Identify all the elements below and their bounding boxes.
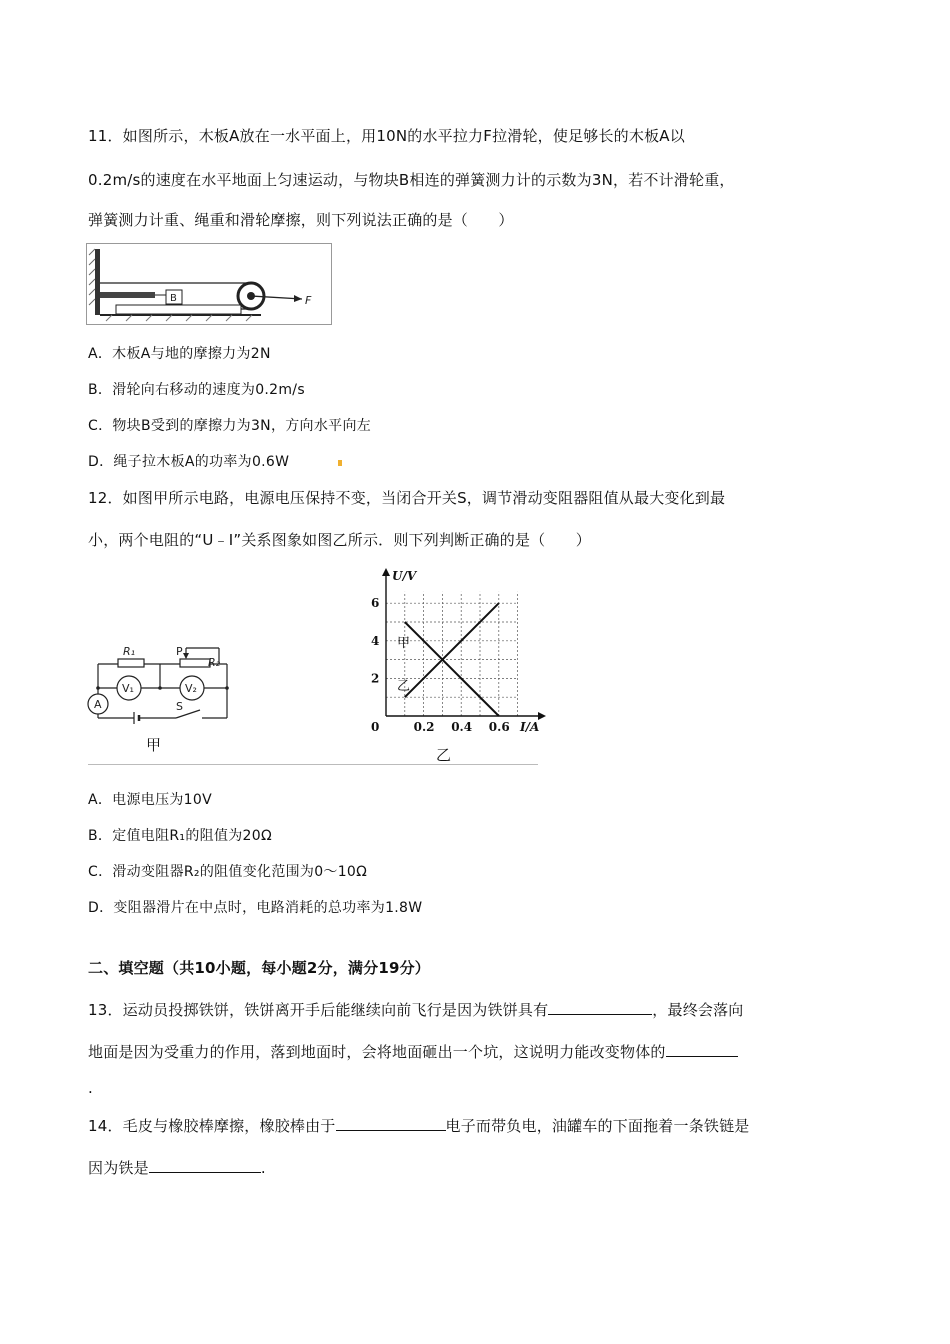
q13-blank-2[interactable] — [666, 1040, 738, 1057]
block-b-label: B — [170, 293, 177, 304]
q11-option-c: C．物块B受到的摩擦力为3N，方向水平向左 — [88, 418, 372, 434]
x-axis-arrow — [538, 712, 546, 720]
force-label: F — [305, 294, 312, 307]
r2-label: R₂ — [208, 656, 221, 669]
x-tick-label: 0.4 — [451, 720, 473, 734]
orange-mark — [338, 460, 342, 466]
q13-line-1 — [88, 998, 744, 1020]
q13-blank-1[interactable] — [548, 998, 652, 1015]
board-a — [116, 305, 241, 314]
q12-option-b: B．定值电阻R₁的阻值为20Ω — [88, 828, 272, 844]
y-axis-label: U/V — [392, 569, 417, 583]
y-tick-label: 6 — [371, 596, 380, 611]
q13-text-a: 13．运动员投掷铁饼，铁饼离开手后能继续向前飞行是因为铁饼具有 — [88, 1001, 549, 1019]
q11-option-b: B．滑轮向右移动的速度为0.2m/s — [88, 382, 305, 398]
x-tick-label: 0.2 — [413, 720, 435, 734]
series-label-jia: 甲 — [397, 635, 411, 651]
junction-1 — [158, 686, 162, 690]
q11-line-1: 11．如图所示，木板A放在一水平面上，用10N的水平拉力F拉滑轮，使足够长的木板A以 — [88, 127, 685, 145]
y-tick-label: 2 — [371, 671, 380, 686]
x-axis-label: I/A — [520, 720, 540, 734]
switch-label: S — [176, 700, 183, 713]
q11-option-a: A．木板A与地的摩擦力为2N — [88, 346, 271, 362]
q12-line-1: 12．如图甲所示电路，电源电压保持不变，当闭合开关S，调节滑动变阻器阻值从最大变化到最 — [88, 489, 726, 507]
junction-2 — [225, 686, 229, 690]
v1-label: V₁ — [122, 682, 134, 695]
q13-line-3: . — [88, 1079, 93, 1097]
junction-3 — [96, 686, 100, 690]
series-line-2 — [405, 622, 499, 716]
y-axis-arrow — [382, 568, 390, 576]
r1-label: R₁ — [123, 645, 136, 658]
q13-text-b: ，最终会落向 — [652, 1001, 744, 1019]
ammeter-label: A — [94, 698, 102, 711]
q14-blank-2[interactable] — [149, 1156, 261, 1173]
q14-text-d: . — [260, 1159, 266, 1177]
q11-line-2: 0.2m/s的速度在水平地面上匀速运动，与物块B相连的弹簧测力计的示数为3N，若不计滑轮重， — [88, 171, 735, 189]
force-arrow-head — [294, 295, 302, 302]
circuit-caption: 甲 — [146, 736, 162, 754]
series-line-1 — [405, 603, 499, 697]
circuit-diagram — [84, 638, 234, 726]
graph-labels — [371, 569, 539, 734]
q14-text-b: 电子而带负电，油罐车的下面拖着一条铁链是 — [445, 1117, 750, 1135]
q13-line-2 — [88, 1040, 738, 1062]
q14-line-1 — [88, 1114, 750, 1136]
q11-line-3: 弹簧测力计重、绳重和滑轮摩擦，则下列说法正确的是（ ） — [88, 211, 514, 229]
slider-arrow — [183, 653, 189, 659]
figure-divider — [88, 764, 538, 765]
q13-text-c: 地面是因为受重力的作用，落到地面时，会将地面砸出一个坑，这说明力能改变物体的 — [88, 1043, 666, 1061]
q12-option-c: C．滑动变阻器R₂的阻值变化范围为0～10Ω — [88, 864, 368, 880]
wall-hatch — [89, 249, 95, 305]
graph-caption: 乙 — [436, 746, 452, 764]
spring-scale — [100, 292, 155, 298]
q14-text-c: 因为铁是 — [88, 1159, 149, 1177]
ui-graph — [356, 560, 556, 740]
q12-option-a: A．电源电压为10V — [88, 792, 212, 808]
v2-label: V₂ — [185, 682, 197, 695]
q12-line-2: 小，两个电阻的“U﹣I”关系图象如图乙所示．则下列判断正确的是（ ） — [88, 531, 591, 549]
q11-option-d: D．绳子拉木板A的功率为0.6W — [88, 454, 290, 470]
q14-blank-1[interactable] — [336, 1114, 446, 1131]
y-tick-label: 4 — [371, 633, 380, 648]
wall — [95, 249, 100, 315]
q14-line-2 — [88, 1156, 266, 1178]
q14-text-a: 14．毛皮与橡胶棒摩擦，橡胶棒由于 — [88, 1117, 336, 1135]
x-tick-label: 0.6 — [488, 720, 510, 734]
q12-option-d: D．变阻器滑片在中点时，电路消耗的总功率为1.8W — [88, 900, 423, 916]
series-label-yi: 乙 — [397, 679, 411, 695]
section-2-title: 二、填空题（共10小题，每小题2分，满分19分） — [88, 959, 430, 977]
origin-label: 0 — [371, 720, 380, 734]
p-label: P — [176, 645, 183, 658]
pulley-figure — [86, 243, 332, 325]
